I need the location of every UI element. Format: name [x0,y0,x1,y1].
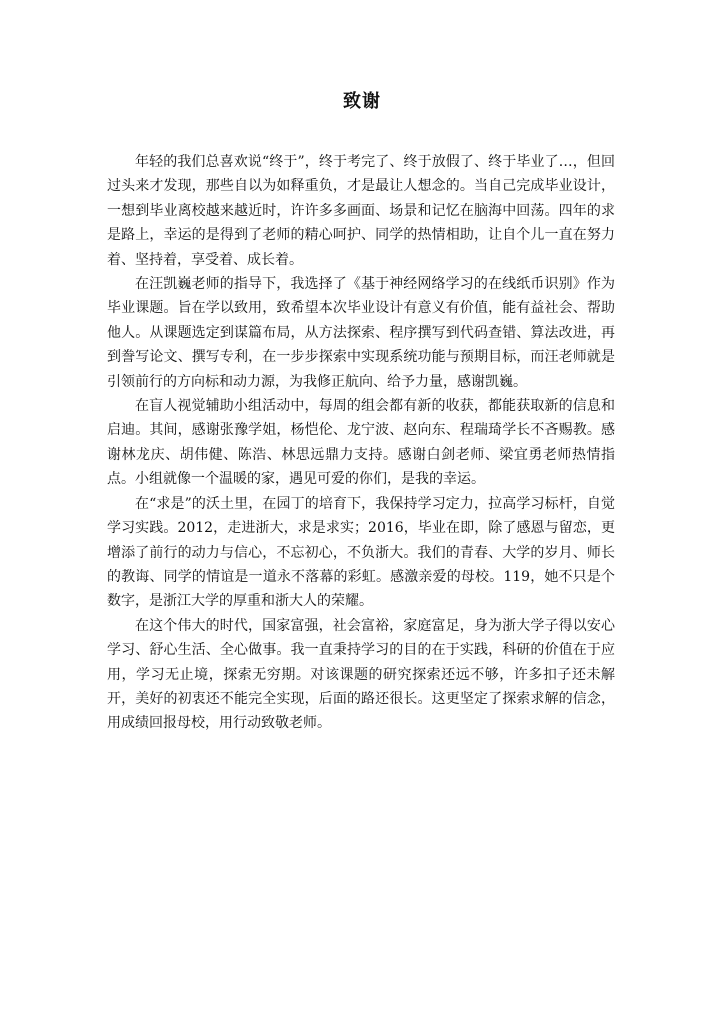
paragraph-3: 在盲人视觉辅助小组活动中，每周的组会都有新的收获，都能获取新的信息和启迪。其间，感谢张豫学姐，杨恺伦、龙宁波、赵向东、程瑞琦学长不吝赐教。感谢林龙庆、胡伟健、陈浩、林思远鼎力支持。感谢白剑老师、梁宜勇老师热情指点。小组就像一个温暖的家，遇见可爱的你们，是我的幸运。 [107,398,615,488]
page-title: 致谢 [343,91,381,112]
acknowledgement-body [107,150,615,736]
paragraph-1: 年轻的我们总喜欢说“终于”，终于考完了、终于放假了、终于毕业了…，但回过头来才发现，那些自以为如释重负，才是最让人想念的。当自己完成毕业设计，一想到毕业离校越来越近时，许许多多画面、场景和记忆在脑海中回荡。四年的求是路上，幸运的是得到了老师的精心呵护、同学的热情相助，让自个儿一直在努力着、坚持着，享受着、成长着。 [107,154,615,268]
paragraph-2: 在汪凯巍老师的指导下，我选择了《基于神经网络学习的在线纸币识别》作为毕业课题。旨在学以致用，致希望本次毕业设计有意义有价值，能有益社会、帮助他人。从课题选定到谋篇布局，从方法探索、程序撰写到代码查错、算法改进，再到誊写论文、撰写专利，在一步步探索中实现系统功能与预期目标，而汪老师就是引领前行的方向标和动力源，为我修正航向、给予力量，感谢凯巍。 [107,276,615,390]
paragraph-5: 在这个伟大的时代，国家富强，社会富裕，家庭富足，身为浙大学子得以安心学习、舒心生活、全心做事。我一直秉持学习的目的在于实践，科研的价值在于应用，学习无止境，探索无穷期。对该课题的研究探索还远不够，许多扣子还未解开，美好的初衷还不能完全实现，后面的路还很长。这更坚定了探索求解的信念，用成绩回报母校，用行动致敬老师。 [107,617,615,732]
paragraph-4: 在“求是”的沃土里，在园丁的培育下，我保持学习定力，拉高学习标杆，自觉学习实践。2012，走进浙大，求是求实；2016，毕业在即，除了感恩与留恋，更增添了前行的动力与信心，不忘初心，不负浙大。我们的青春、大学的岁月、师长的教诲、同学的情谊是一道永不落幕的彩虹。感激亲爱的母校。119，她不只是个数字，是浙江大学的厚重和浙大人的荣耀。 [107,495,615,610]
